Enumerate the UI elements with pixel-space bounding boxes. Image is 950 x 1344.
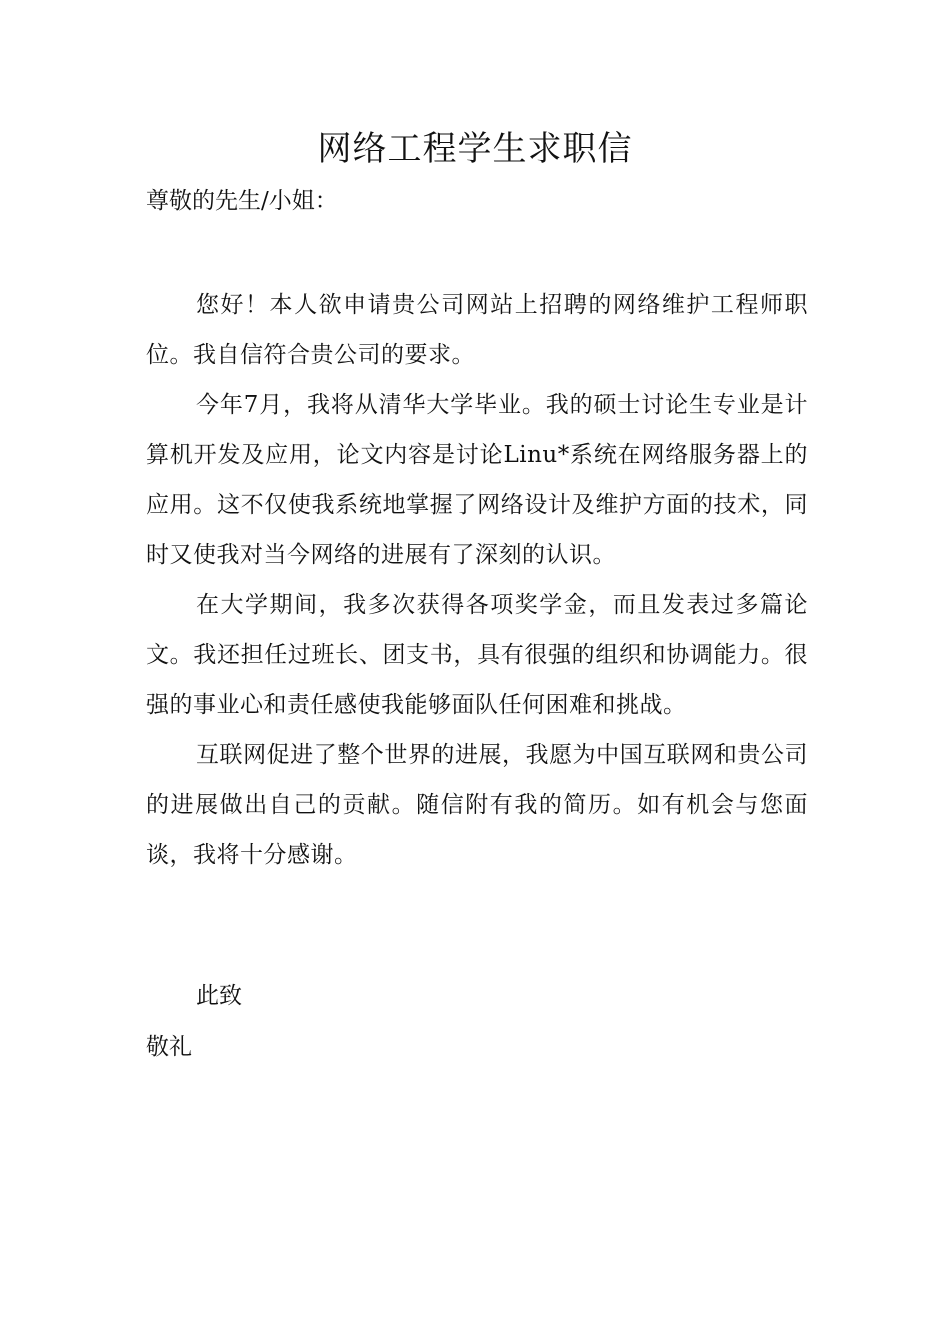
paragraph: 在大学期间，我多次获得各项奖学金，而且发表过多篇论文。我还担任过班长、团支书，具有很强的组织和协调能力。很强的事业心和责任感使我能够面队任何困难和挑战。 — [146, 592, 808, 718]
paragraph: 今年7月，我将从清华大学毕业。我的硕士讨论生专业是计算机开发及应用，论文内容是讨论Linu*系统在网络服务器上的应用。这不仅使我系统地掌握了网络设计及维护方面的技术，同时又使我对当今网络的进展有了深刻的认识。 — [146, 392, 808, 568]
letter-body — [146, 280, 808, 880]
closing-line: 此致 — [196, 983, 242, 1009]
closing-regards: 敬礼 — [146, 1034, 192, 1060]
paragraph: 您好！本人欲申请贵公司网站上招聘的网络维护工程师职位。我自信符合贵公司的要求。 — [146, 292, 808, 368]
salutation: 尊敬的先生/小姐： — [146, 188, 338, 214]
paragraph: 互联网促进了整个世界的进展，我愿为中国互联网和贵公司的进展做出自己的贡献。随信附有我的简历。如有机会与您面谈，我将十分感谢。 — [146, 742, 808, 868]
document-title: 网络工程学生求职信 — [317, 129, 633, 169]
